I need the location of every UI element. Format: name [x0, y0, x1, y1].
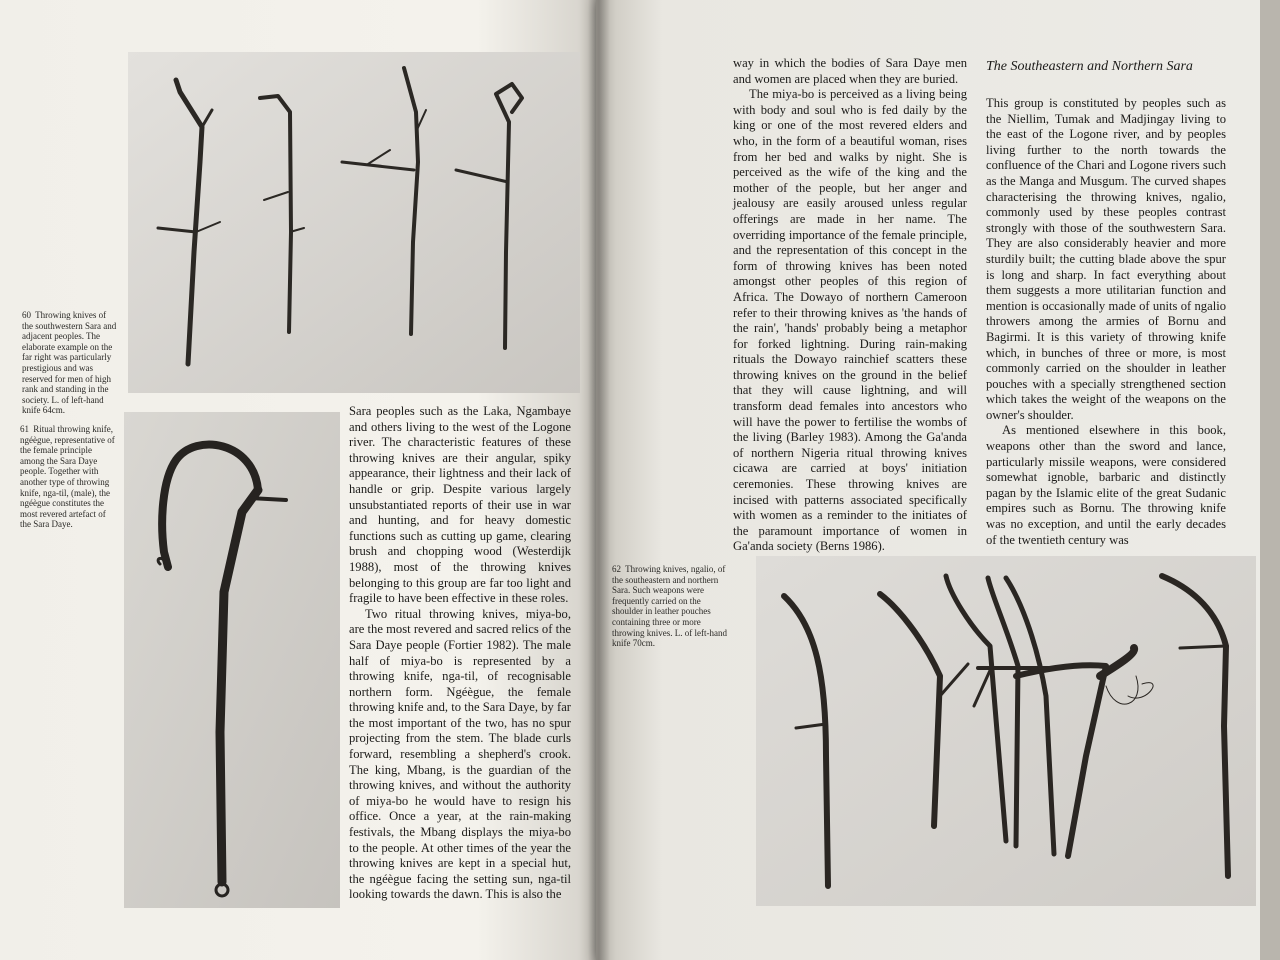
- figure-60-caption: [22, 310, 118, 416]
- right-body-column-1: [733, 56, 967, 555]
- paragraph: This group is constituted by peoples such as the Niellim, Tumak and Madjingay living to the east of the Logone river, and by peoples living further to the north towards the confluence of the Chari and Logone rivers such as the Manga and Musgum. The curved shapes characterising the throwing knives, ngalio, commonly used by these peoples contrast strongly with those of the southwestern Sara. They are also considerably heavier and more sturdily built; the cutting blade above the spur is long and sharp. In fact everything about them suggests a more utilitarian function and mention is occasionally made of units of ngalio throwers among the armies of Bornu and Bagirmi. It is this variety of throwing knife which, in bunches of three or more, is most commonly carried on the shoulder in leather pouches with a specially strengthened section which takes the weight of the weapons on the owner's shoulder.: [986, 96, 1226, 422]
- figure-60-photo: [128, 52, 580, 393]
- figure-62-photo: [756, 556, 1256, 906]
- right-body-column-2: [986, 96, 1226, 548]
- figure-number: 60: [22, 310, 31, 320]
- figure-number: 62: [612, 564, 621, 574]
- paragraph: The miya-bo is perceived as a living being with body and soul who is fed daily by the king or one of the most revered elders and who, in the form of a beautiful woman, rises from her bed and walks by night. She is perceived as the wife of the king and the mother of the people, but her anger and jealousy are easily aroused unless regular offerings are made in her name. The overriding importance of the female principle, and the representation of this concept in the form of throwing knives has been noted amongst other peoples of this region of Africa. The Dowayo of northern Cameroon refer to their throwing knives as 'the hands of the rain', 'hands' probably being a metaphor for forked lightning. During rain-making rituals the Dowayo rainchief scatters these throwing knives on the ground in the belief that they will cause lightning, and will transform dead females into ancestors who will have the power to fertilise the wombs of the living (Barley 1983). Among the Ga'anda of northern Nigeria ritual throwing knives cicawa are carried at boys' initiation ceremonies. These throwing knives are incised with patterns associated specifically with women as a reminder to the initiates of the paramount importance of women in Ga'anda society (Berns 1986).: [733, 87, 967, 554]
- paragraph: As mentioned elsewhere in this book, weapons other than the sword and lance, particularly missile weapons, were considered somewhat ignoble, barbaric and distinctly pagan by the Islamic elite of the great Sudanic empires such as Bornu. The throwing knife was no exception, and until the early decades of the twentieth century was: [986, 423, 1226, 547]
- figure-62-caption: [612, 564, 730, 649]
- caption-text: Throwing knives of the southwestern Sara and adjacent peoples. The elaborate example on the far right was particularly prestigious and was reserved for men of high rank and standing in the society. L. of left-hand knife 64cm.: [22, 310, 117, 416]
- figure-61-caption: [20, 424, 116, 530]
- figure-number: 61: [20, 424, 29, 434]
- caption-text: Ritual throwing knife, ngéègue, representative of the female principle among the Sara Daye people. Together with another type of throwing knife, nga-til, (male), the ngéègue constitutes the most revered artefact of the Sara Daye.: [20, 424, 115, 530]
- section-heading: The Southeastern and Northern Sara: [986, 59, 1193, 74]
- page-edge: [1260, 0, 1280, 960]
- paragraph: Sara peoples such as the Laka, Ngambaye and others living to the west of the Logone river. The characteristic features of these throwing knives are their angular, spiky appearance, their lightness and their lack of handle or grip. Despite various largely unsubstantiated reports of their use in war and hunting, and for heavy domestic functions such as cutting up game, clearing brush and chopping wood (Westerdijk 1988), most of the throwing knives belonging to this group are far too light and fragile to have been effective in these roles.: [349, 404, 571, 606]
- paragraph: Two ritual throwing knives, miya-bo, are the most revered and sacred relics of the Sara Daye people (Fortier 1982). The male half of miya-bo is represented by a throwing knife, nga-til, of recognisable northern form. Ngéègue, the female throwing knife and, to the Sara Daye, by far the most important of the two, has no spur projecting from the stem. The blade curls forward, resembling a shepherd's crook. The king, Mbang, is the guardian of the throwing knives, and without the authority of miya-bo he would have to resign his office. Once a year, at the rain-making festivals, the Mbang displays the miya-bo to the people. At other times of the year the throwing knives are kept in a special hut, the ngéègue facing the setting sun, nga-til looking towards the dawn. This is also the: [349, 606, 571, 902]
- caption-text: Throwing knives, ngalio, of the southeastern and northern Sara. Such weapons were frequently carried on the shoulder in leather pouches containing three or more throwing knives. L. of left-hand knife 70cm.: [612, 564, 727, 649]
- left-body-column: [349, 404, 571, 903]
- paragraph: way in which the bodies of Sara Daye men and women are placed when they are buried.: [733, 56, 967, 86]
- book-spine: [588, 0, 610, 960]
- figure-61-photo: [124, 412, 340, 908]
